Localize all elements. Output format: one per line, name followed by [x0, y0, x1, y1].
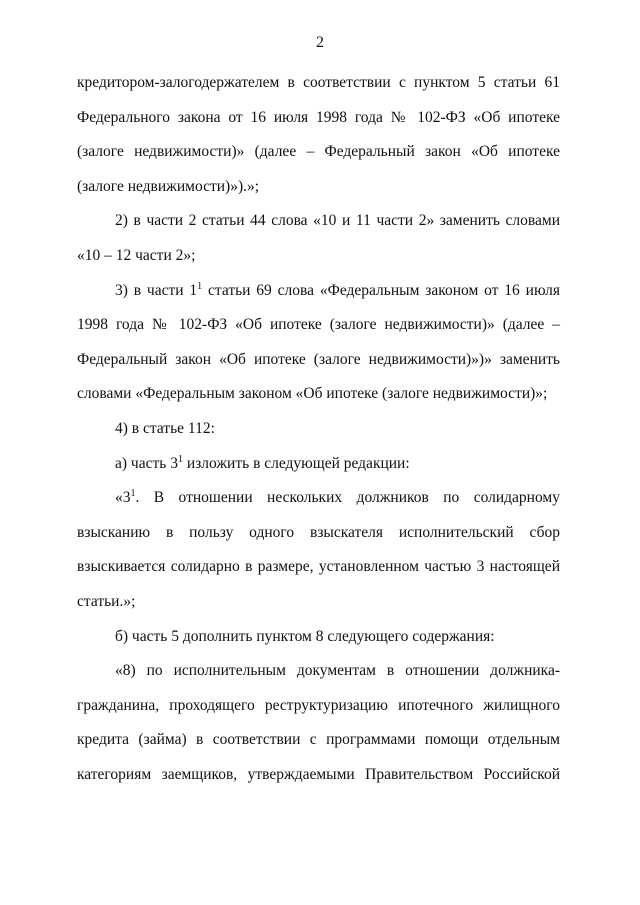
- paragraph-text: 4) в статье 112:: [115, 419, 215, 437]
- paragraph-item-3: [77, 274, 560, 412]
- paragraph-quoted-point-8: [77, 654, 560, 792]
- paragraph-text: . В отношении нескольких должников по солидарному взысканию в пользу одного взыскателя исполнительский сбор взыскивается солидарно в размере, установленном частью 3 настоящей статьи.»;: [77, 489, 560, 610]
- paragraph-text: изложить в следующей редакции:: [182, 454, 410, 472]
- superscript: 1: [177, 453, 183, 465]
- paragraph-text: 3) в части 1: [115, 281, 198, 299]
- page-number: 2: [316, 34, 324, 51]
- superscript: 1: [130, 488, 136, 500]
- paragraph-item-2: [77, 204, 560, 273]
- paragraph-text: «3: [115, 489, 131, 507]
- paragraph-text: «8) по исполнительным документам в отношении должника-гражданина, проходящего реструктуризацию ипотечного жилищного кредита (займа) в соответствии с программами помощи отдельным категориям заемщиков, утверждаемыми Правительством Российской: [77, 662, 560, 783]
- document-body: [77, 66, 560, 792]
- paragraph-text: 2) в части 2 статьи 44 слова «10 и 11 части 2» заменить словами «10 – 12 части 2»;: [77, 212, 560, 264]
- superscript: 1: [197, 280, 203, 292]
- paragraph-quoted-text: [77, 481, 560, 619]
- paragraph-item-4: [77, 412, 560, 447]
- paragraph-text: б) часть 5 дополнить пунктом 8 следующего содержания:: [115, 627, 495, 645]
- paragraph-subitem-a: [77, 447, 560, 482]
- paragraph-text: а) часть 3: [115, 454, 178, 472]
- paragraph-text: статьи 69 слова «Федеральным законом от 16 июля 1998 года № 102-ФЗ «Об ипотеке (залоге недвижимости)» (далее – Федеральный закон «Об ипотеке (залоге недвижимости)»)» заменить словами «Федеральным законом «Об ипотеке (залоге недвижимости)»;: [77, 281, 560, 403]
- paragraph-text: кредитором-залогодержателем в соответствии с пунктом 5 статьи 61 Федерального закона от 16 июля 1998 года № 102-ФЗ «Об ипотеке (залоге недвижимости)» (далее – Федеральный закон «Об ипотеке (залоге недвижимости)»).»;: [77, 74, 560, 195]
- paragraph-continuation: [77, 66, 560, 204]
- paragraph-subitem-b: [77, 620, 560, 655]
